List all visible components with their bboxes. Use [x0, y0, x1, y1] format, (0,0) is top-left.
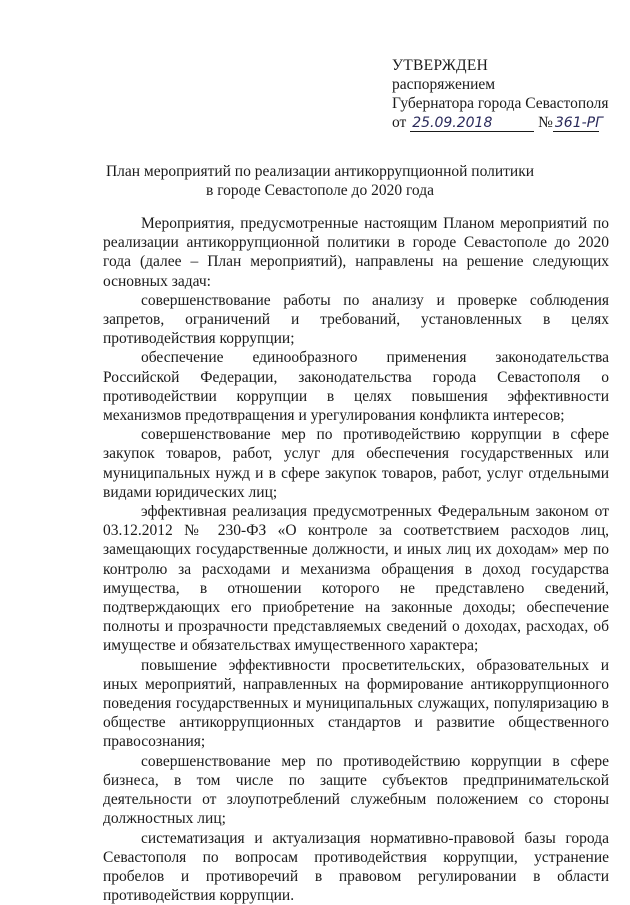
paragraph-task: совершенствование работы по анализу и проверке соблюдения запретов, ограничений и требований, установленных в целях противодействия коррупции; [103, 291, 609, 348]
document-title [100, 162, 540, 200]
handwritten-date: 25.09.2018 [410, 116, 534, 132]
number-prefix: № [538, 114, 553, 131]
document-body [103, 214, 609, 905]
approval-issuer: Губернатора города Севастополя [392, 95, 609, 112]
approval-order-type: распоряжением [392, 76, 496, 93]
title-line-2: в городе Севастополе до 2020 года [206, 182, 434, 199]
paragraph-task: совершенствование мер по противодействию коррупции в сфере бизнеса, в том числе по защите субъектов предпринимательской деятельности от злоупотреблений служебным положением со стороны должностных лиц; [103, 752, 609, 828]
paragraph-task: обеспечение единообразного применения законодательства Российской Федерации, законодательства города Севастополя о противодействии коррупции в целях повышения эффективности механизмов предотвращения и урегулирования конфликта интересов; [103, 349, 609, 425]
approval-date-number-line [392, 113, 622, 132]
date-prefix: от [392, 114, 407, 131]
paragraph-task: систематизация и актуализация нормативно-правовой базы города Севастополя по вопросам противодействия коррупции, устранение пробелов и противоречий в правовом регулировании в области противодействия коррупции. [103, 829, 609, 905]
approval-heading: УТВЕРЖДЕН [392, 57, 489, 74]
paragraph-task: совершенствование мер по противодействию коррупции в сфере закупок товаров, работ, услуг для обеспечения государственных или муниципальных нужд и в сфере закупок товаров, работ, услуг отдельными видами юридических лиц; [103, 426, 609, 501]
title-line-1: План мероприятий по реализации антикоррупционной политики [105, 163, 535, 180]
paragraph-task: эффективная реализация предусмотренных Федеральным законом от 03.12.2012 № 230-ФЗ «О контроле за соответствием расходов лиц, замещающих государственные должности, и иных лиц их доходам» мер по контролю за расходами и механизма обращения в доход государства имущества, в отношении которого не представлено сведений, подтверждающих его приобретение на законные доходы; обеспечение полноты и прозрачности представляемых сведений о доходах, расходах, об имуществе и обязательствах имущественного характера; [103, 503, 609, 655]
approval-block [392, 56, 622, 132]
handwritten-number: 361-РГ [554, 115, 603, 131]
paragraph-task: повышение эффективности просветительских, образовательных и иных мероприятий, направленных на формирование антикоррупционного поведения государственных и муниципальных служащих, популяризацию в обществе антикоррупционных стандартов и развитие общественного правосознания; [103, 656, 609, 751]
paragraph-intro: Мероприятия, предусмотренные настоящим Планом мероприятий по реализации антикоррупционной политики в городе Севастополе до 2020 года (далее – План мероприятий), направлены на решение следующих основных задач: [103, 215, 609, 290]
